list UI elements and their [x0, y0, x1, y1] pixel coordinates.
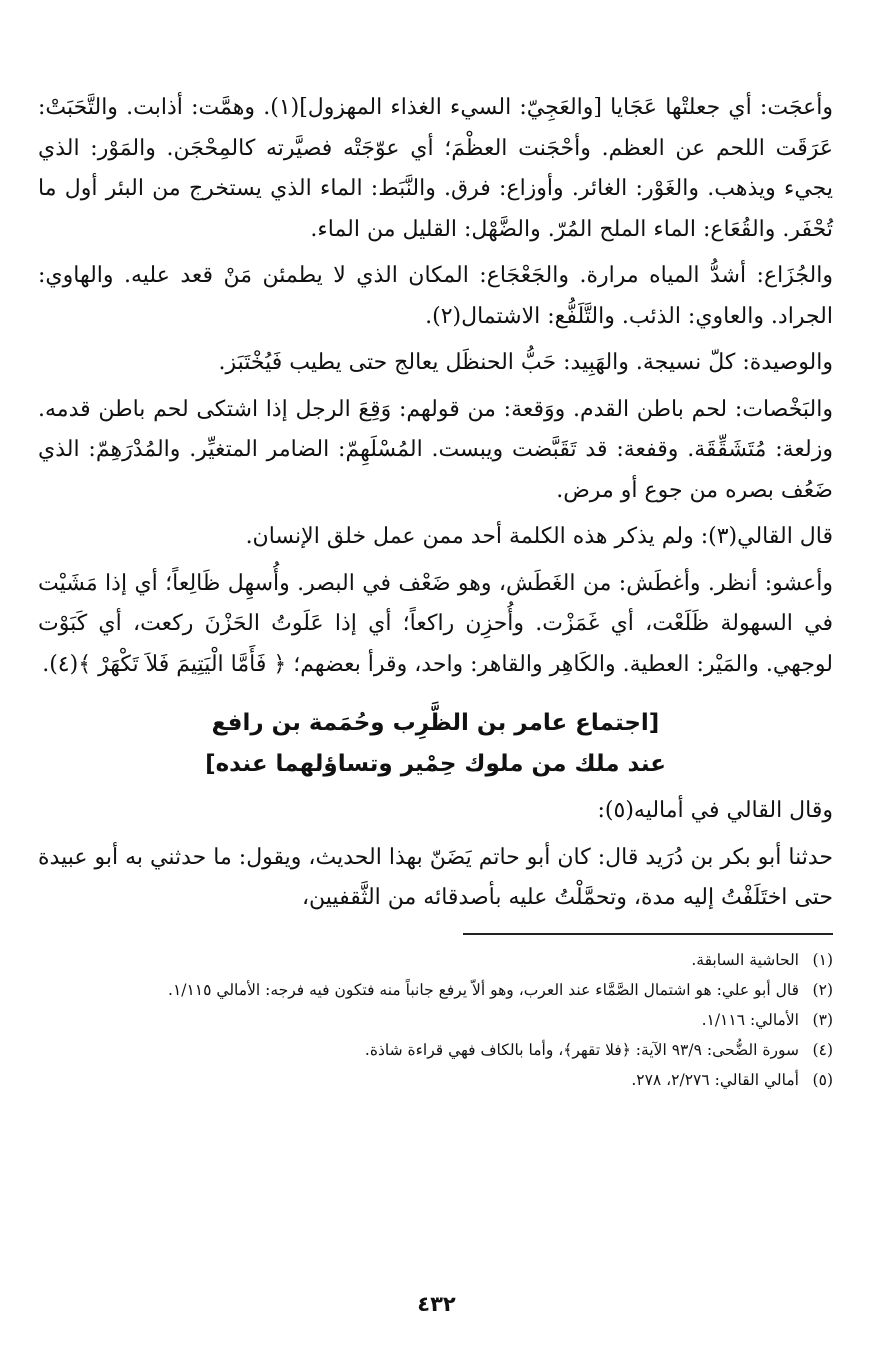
footnote-divider — [463, 933, 833, 935]
section-heading-line-1: [اجتماع عامر بن الظَّرِب وحُمَمة بن رافع — [211, 710, 660, 736]
footnote-number: (٢) — [812, 980, 833, 999]
paragraph-3: والوصيدة: كلّ نسيجة. والهَبِيد: حَبُّ الحنظَل يعالج حتى يطيب فَيُخْتَبَز. — [218, 350, 833, 375]
paragraph-6: وأعشو: أنظر. وأغطَش: من الغَطَش، وهو ضَعْف في البصر. وأُسهِل ظَالِعاً؛ أي إذا مَشَيْت في السهولة ظَلَعْت، أي غَمَزْت. وأُحزِن راكعاً؛ أي إذا عَلَوتُ الحَزْنَ ركعت، أي كَبَوْت لوجهي. والمَيْر: العطية. والكَاهِر والقاهر: واحد، وقرأ بعضهم؛ ﴿ فَأَمَّا الْيَتِيمَ فَلاَ تَكْهَرْ ﴾(٤). — [38, 570, 833, 677]
page-content — [38, 80, 833, 1095]
footnote-text: الأمالي: ١/١١٦. — [701, 1010, 799, 1029]
paragraph-1: وأعجَت: أي جعلتْها عَجَايا [والعَجِيّ: السيء الغذاء المهزول](١). وهمَّت: أذابت. والتَّحَبَتْ: عَرَقَت اللحم عن العظم. وأحْجَنت العظْمَ؛ أي عوّجَتْه فصيَّرته كالمِحْجَن. والمَوْر: الذي يجيء ويذهب. والغَوْر: الغائر. وأوزاع: فرق. والنَّبَط: الماء الذي يستخرج من البئر أول ما تُحْفَر. والقُعَاع: الماء الملح المُرّ. والضَّهْل: القليل من الماء. — [38, 95, 834, 242]
footnote-text: أمالي القالي: ٢/٢٧٦، ٢٧٨. — [631, 1070, 799, 1089]
footnote — [38, 1005, 833, 1035]
paragraph-4: والبَخْصات: لحم باطن القدم. ووَقعة: من قولهم: وَقِعَ الرجل إذا اشتكى لحم باطن قدمه. وزلعة: مُتَشَقِّقَة. وقفعة: قد تَقَبَّضت ويبست. المُسْلَهِمّ: الضامر المتغيِّر. والمُدْرَهِمّ: الذي ضَعُف بصره من جوع أو مرض. — [38, 396, 833, 503]
footnote — [38, 945, 833, 975]
paragraph-5: قال القالي(٣): ولم يذكر هذه الكلمة أحد ممن عمل خلق الإنسان. — [245, 524, 833, 549]
footnote-text: قال أبو علي: هو اشتمال الصَّمَّاء عند العرب، وهو ألاّ يرفع جانباً منه فتكون فيه فرجه: الأمالي ١/١١٥. — [168, 980, 799, 999]
footnote-number: (٥) — [812, 1070, 833, 1089]
paragraph-8: حدثنا أبو بكر بن دُرَيد قال: كان أبو حاتم يَضَنّ بهذا الحديث، ويقول: ما حدثني به أبو عبيدة حتى اختَلَفْتُ إليه مدة، وتحمَّلْتُ عليه بأصدقائه من الثَّقفيين، — [38, 844, 833, 910]
footnote-number: (٤) — [812, 1040, 833, 1059]
footnote — [38, 1035, 833, 1065]
footnote-text: الحاشية السابقة. — [691, 950, 799, 969]
section-heading — [38, 703, 833, 785]
page-number: ٤٣٢ — [417, 1292, 456, 1316]
footnote-text: سورة الضُّحى: ٩٣/٩ الآية: ﴿فلا تقهر﴾، وأما بالكاف فهي قراءة شاذة. — [364, 1040, 799, 1059]
footnote-number: (٣) — [812, 1010, 833, 1029]
paragraph-7: وقال القالي في أماليه(٥): — [597, 798, 833, 823]
footnote-number: (١) — [812, 950, 833, 969]
footnotes — [38, 945, 833, 1095]
footnote — [38, 1065, 833, 1095]
section-heading-line-2: عند ملك من ملوك حِمْير وتساؤلهما عنده] — [205, 751, 666, 777]
paragraph-2: والجُزَاع: أشدُّ المياه مرارة. والجَعْجَاع: المكان الذي لا يطمئن مَنْ قعد عليه. والهاوي: الجراد. والعاوي: الذئب. والتَّلَفُّع: الاشتمال(٢). — [38, 263, 833, 329]
footnote — [38, 975, 833, 1005]
